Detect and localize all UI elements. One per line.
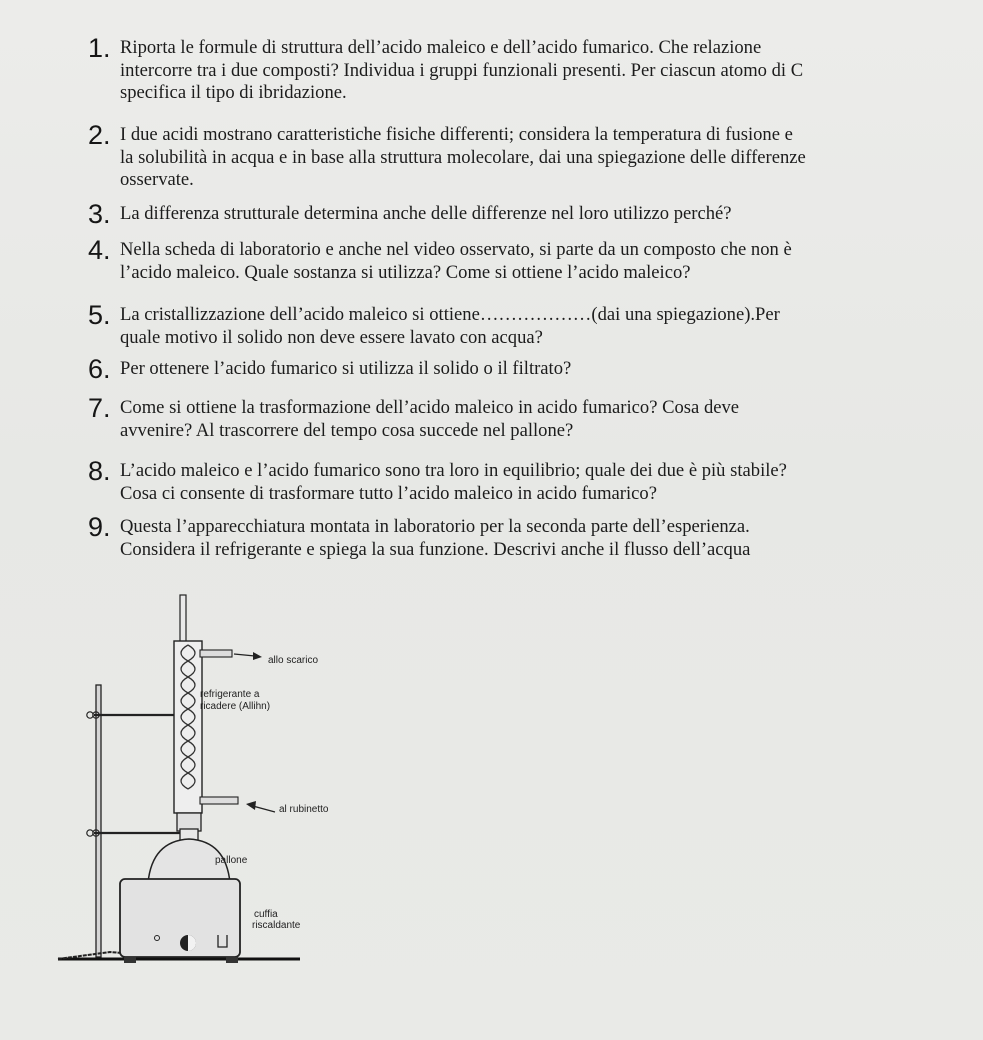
mantle-label-line-2: riscaldante — [252, 920, 301, 931]
question-line: specifica il tipo di ibridazione. — [120, 82, 347, 103]
reflux-apparatus-diagram — [50, 585, 360, 1005]
question-6 — [88, 354, 898, 384]
question-text — [120, 304, 898, 349]
question-text — [120, 124, 898, 192]
flask-label: pallone — [215, 855, 248, 866]
question-9 — [88, 512, 898, 561]
outlet-label: allo scarico — [268, 655, 319, 666]
condenser-label-line-1: refrigerante a — [200, 689, 260, 700]
question-2 — [88, 120, 898, 192]
question-line: Considera il refrigerante e spiega la sua funzione. Descrivi anche il flusso dell’acqua — [120, 538, 751, 560]
question-line: Nella scheda di laboratorio e anche nel video osservato, si parte da un composto che non è — [120, 239, 792, 260]
question-line: Questa l’apparecchiatura montata in laboratorio per la seconda parte dell’esperienza. — [120, 516, 750, 537]
question-3 — [88, 199, 898, 229]
question-line: I due acidi mostrano caratteristiche fisiche differenti; considera la temperatura di fusione e — [120, 124, 793, 145]
inlet-label: al rubinetto — [279, 804, 329, 815]
question-line: l’acido maleico. Quale sostanza si utilizza? Come si ottiene l’acido maleico? — [120, 261, 691, 283]
question-number: 4. — [88, 235, 111, 265]
question-8 — [88, 456, 898, 505]
question-7 — [88, 393, 898, 442]
question-text — [120, 516, 898, 561]
question-text — [120, 460, 898, 505]
question-line: Come si ottiene la trasformazione dell’acido maleico in acido fumarico? Cosa deve — [120, 397, 740, 418]
question-line: Riporta le formule di struttura dell’acido maleico e dell’acido fumarico. Che relazione — [120, 37, 762, 58]
question-line: L’acido maleico e l’acido fumarico sono tra loro in equilibrio; quale dei due è più stabile? — [120, 460, 787, 481]
condenser-label-line-2: ricadere (Allihn) — [200, 701, 271, 712]
question-number: 5. — [88, 300, 111, 330]
question-line: la solubilità in acqua e in base alla struttura molecolare, dai una spiegazione delle differenze — [120, 146, 806, 168]
question-4 — [88, 235, 898, 284]
question-line: osservate. — [120, 169, 194, 190]
question-5 — [88, 300, 898, 349]
question-1 — [88, 33, 898, 105]
water-flow-arrows — [234, 652, 275, 812]
question-text — [120, 239, 898, 284]
question-text — [120, 397, 898, 442]
heating-mantle — [120, 879, 240, 963]
question-line: intercorre tra i due composti? Individua i gruppi funzionali presenti. Per ciascun atomo di C — [120, 59, 804, 81]
question-text — [120, 203, 898, 226]
question-line: Cosa ci consente di trasformare tutto l’acido maleico in acido fumarico? — [120, 482, 657, 504]
question-line: La differenza strutturale determina anche delle differenze nel loro utilizzo perché? — [120, 203, 732, 224]
question-number: 1. — [88, 33, 111, 63]
question-text — [120, 37, 898, 105]
question-text — [120, 358, 898, 381]
allihn-condenser — [174, 595, 238, 831]
question-number: 9. — [88, 512, 111, 542]
question-line: La cristallizzazione dell’acido maleico si ottiene………………(dai una spiegazione).Per — [120, 304, 780, 325]
question-line: quale motivo il solido non deve essere lavato con acqua? — [120, 326, 543, 348]
question-number: 2. — [88, 120, 111, 150]
mantle-label-line-1: cuffia — [254, 909, 278, 920]
question-line: Per ottenere l’acido fumarico si utilizza il solido o il filtrato? — [120, 358, 572, 379]
question-number: 8. — [88, 456, 111, 486]
question-number: 7. — [88, 393, 111, 423]
question-number: 6. — [88, 354, 111, 384]
question-line: avvenire? Al trascorrere del tempo cosa succede nel pallone? — [120, 419, 574, 441]
question-number: 3. — [88, 199, 111, 229]
